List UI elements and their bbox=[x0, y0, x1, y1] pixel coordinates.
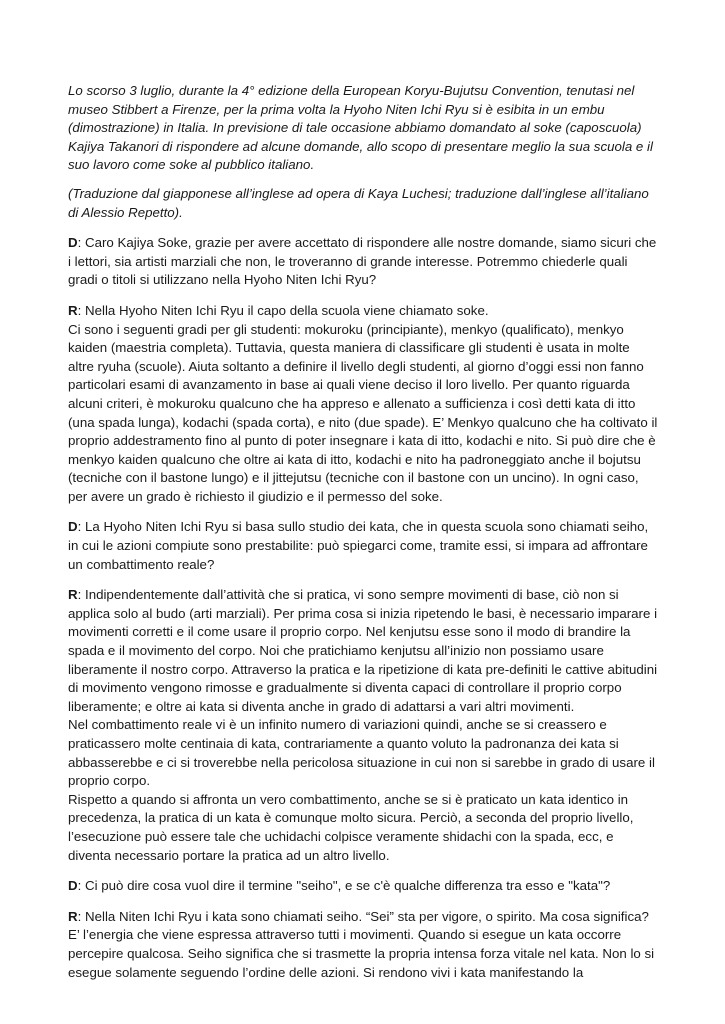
answer-1 bbox=[68, 302, 659, 507]
answer-text: Rispetto a quando si affronta un vero combattimento, anche se si è praticato un kata identico in precedenza, la pratica di un kata è comunque molto sicura. Perciò, a seconda del proprio livello, l’esecuzione può essere tale che uchidachi colpisce veramente shidachi con la spada, ecc, e diventa necessario portare la pratica ad un altro livello. bbox=[68, 791, 634, 863]
answer-line bbox=[68, 302, 659, 321]
answer-text: Ci sono i seguenti gradi per gli studenti: mokuroku (principiante), menkyo (qualificato), menkyo kaiden (maestria completa). Tuttavia, questa maniera di classificare gli studenti è usata in molte altre ryuha (scuole). Aiuta soltanto a definire il livello degli studenti, al giorno d’oggi essi non fanno particolari esami di avanzamento in base ai quali viene deciso il loro livello. Per quanto riguarda alcuni criteri, è mokuroku qualcuno che ha appreso e allenato a sufficienza i così detti kata di itto (una spada lunga), kodachi (spada corta), e nito (due spade). E’ Menkyo qualcuno che ha coltivato il proprio addestramento fino al punto di poter insegnare i kata di itto, kodachi e nito. Si può dire che è menkyo kaiden qualcuno che oltre ai kata di itto, kodachi e nito ha padroneggiato anche il bojutsu (tecniche con il bastone lungo) e il jittejutsu (tecniche con il bastone con un uncino). In ogni caso, per avere un grado è richiesto il giudizio e il permesso del soke. bbox=[68, 321, 658, 504]
speaker-label: R bbox=[68, 908, 78, 924]
answer-text: : Nella Niten Ichi Ryu i kata sono chiamati seiho. “Sei” sta per vigore, o spirito. Ma cosa significa? E’ l’energia che viene espressa attraverso tutti i movimenti. Quando si esegue un kata occorre percepire qualcosa. Seiho significa che si trasmette la propria intensa forza vitale nel kata. Non lo si esegue solamente seguendo l’ordine delle azioni. Si rendono vivi i kata manifestando la bbox=[68, 908, 655, 980]
question-1 bbox=[68, 234, 659, 290]
translation-credit: (Traduzione dal giapponese all’inglese ad opera di Kaya Luchesi; traduzione dall’inglese all’italiano di Alessio Repetto). bbox=[68, 185, 649, 220]
answer-text: : Nella Hyoho Niten Ichi Ryu il capo della scuola viene chiamato soke. bbox=[77, 302, 489, 318]
speaker-label: R bbox=[68, 302, 78, 318]
question-text: : Ci può dire cosa vuol dire il termine "seiho", e se c'è qualche differenza tra esso e "kata"? bbox=[77, 878, 611, 894]
question-3 bbox=[68, 877, 659, 896]
answer-text: Nel combattimento reale vi è un infinito numero di variazioni quindi, anche se si creassero e praticassero molte centinaia di kata, contrariamente a quanto voluto la padronanza dei kata si abbasserebbe e ci si troverebbe nella pericolosa situazione in cui non si sarebbe in grado di usare il proprio corpo. bbox=[68, 717, 655, 789]
answer-line bbox=[68, 586, 659, 716]
intro-paragraph: Lo scorso 3 luglio, durante la 4° edizione della European Koryu-Bujutsu Convention, tenutasi nel museo Stibbert a Firenze, per la prima volta la Hyoho Niten Ichi Ryu si è esibita in un embu (dimostrazione) in Italia. In previsione di tale occasione abbiamo domandato al soke (caposcuola) Kajiya Takanori di rispondere ad alcune domande, allo scopo di presentare meglio la sua scuola e il suo lavoro come soke al pubblico italiano. bbox=[68, 83, 653, 173]
speaker-label: D bbox=[68, 235, 78, 251]
question-text: : Caro Kajiya Soke, grazie per avere accettato di rispondere alle nostre domande, siamo sicuri che i lettori, sia artisti marziali che non, le troveranno di grande interesse. Potremmo chiederle quali gradi o titoli si utilizzano nella Hyoho Niten Ichi Ryu? bbox=[68, 235, 657, 288]
speaker-label: D bbox=[68, 878, 78, 894]
answer-2 bbox=[68, 586, 659, 865]
answer-3 bbox=[68, 908, 659, 982]
answer-text: : Indipendentemente dall’attività che si pratica, vi sono sempre movimenti di base, ciò non si applica solo al budo (arti marziali). Per prima cosa si inizia ripetendo le basi, è necessario imparare i movimenti corretti e il come usare il proprio corpo. Nel kenjutsu esse sono il modo di brandire la spada e il movimento del corpo. Noi che pratichiamo kenjutsu all’inizio non possiamo usare liberamente il nostro corpo. Attraverso la pratica e la ripetizione di kata pre-definiti le cattive abitudini di movimento vengono rimosse e gradualmente si diventa capaci di controllare il proprio corpo liberamente; e oltre ai kata si diventa anche in grado di adattarsi a vari altri movimenti. bbox=[68, 587, 658, 714]
answer-line bbox=[68, 908, 659, 982]
speaker-label: R bbox=[68, 587, 78, 603]
question-text: : La Hyoho Niten Ichi Ryu si basa sullo studio dei kata, che in questa scuola sono chiamati seiho, in cui le azioni compiute sono prestabilite: può spiegarci come, tramite essi, si impara ad affrontare un combattimento reale? bbox=[68, 519, 649, 572]
speaker-label: D bbox=[68, 519, 78, 535]
question-2 bbox=[68, 518, 659, 574]
